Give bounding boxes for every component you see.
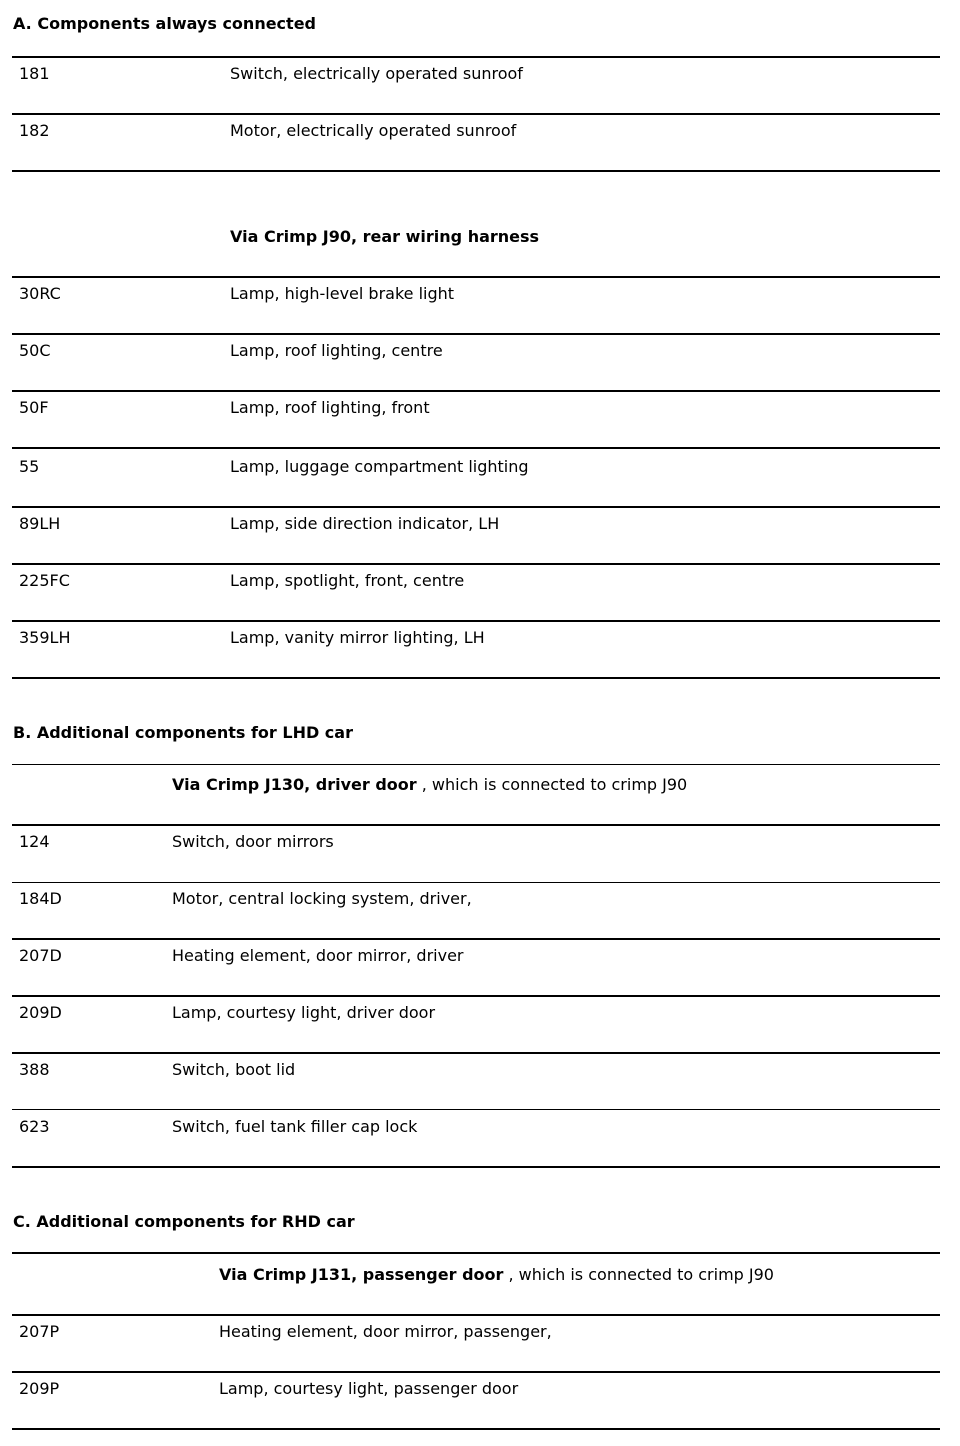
component-description: Lamp, high-level brake light [230, 284, 455, 303]
component-description: Lamp, vanity mirror lighting, LH [230, 628, 485, 647]
table-divider [12, 276, 940, 278]
component-description: Switch, door mirrors [172, 832, 334, 851]
component-code: 209D [19, 1003, 62, 1022]
table-divider [12, 1166, 940, 1168]
component-code: 359LH [19, 628, 71, 647]
table-divider [12, 1252, 940, 1254]
component-code: 30RC [19, 284, 61, 303]
table-divider [12, 563, 940, 565]
component-description: Lamp, side direction indicator, LH [230, 514, 500, 533]
table-divider [12, 995, 940, 997]
subsection-heading [219, 1265, 774, 1285]
table-divider [12, 1428, 940, 1430]
table-divider [12, 447, 940, 449]
table-divider [12, 1109, 940, 1110]
subsection-heading [172, 775, 687, 795]
component-description: Lamp, courtesy light, driver door [172, 1003, 436, 1022]
table-divider [12, 938, 940, 940]
table-divider [12, 764, 940, 765]
section-a-heading: A. Components always connected [13, 14, 316, 33]
component-description: Lamp, spotlight, front, centre [230, 571, 465, 590]
table-divider [12, 824, 940, 826]
table-divider [12, 506, 940, 508]
component-code: 124 [19, 832, 50, 851]
table-divider [12, 333, 940, 335]
section-b-heading: B. Additional components for LHD car [13, 723, 353, 742]
component-code: 207P [19, 1322, 60, 1341]
component-code: 181 [19, 64, 50, 83]
component-description: Heating element, door mirror, driver [172, 946, 464, 965]
subsection-heading-note: , which is connected to crimp J90 [416, 775, 688, 794]
component-description: Lamp, roof lighting, centre [230, 341, 443, 360]
component-code: 89LH [19, 514, 61, 533]
table-divider [12, 170, 940, 172]
subsection-heading: Via Crimp J90, rear wiring harness [230, 227, 540, 246]
component-description: Lamp, luggage compartment lighting [230, 457, 529, 476]
table-divider [12, 677, 940, 679]
component-description: Motor, electrically operated sunroof [230, 121, 517, 140]
table-divider [12, 620, 940, 622]
component-code: 207D [19, 946, 62, 965]
component-code: 209P [19, 1379, 60, 1398]
component-description: Switch, electrically operated sunroof [230, 64, 523, 83]
subsection-heading-bold: Via Crimp J131, passenger door [219, 1265, 504, 1284]
component-description: Motor, central locking system, driver, [172, 889, 472, 908]
table-divider [12, 1314, 940, 1316]
component-description: Switch, fuel tank filler cap lock [172, 1117, 418, 1136]
table-divider [12, 1052, 940, 1054]
component-description: Heating element, door mirror, passenger, [219, 1322, 552, 1341]
component-code: 184D [19, 889, 62, 908]
component-description: Lamp, roof lighting, front [230, 398, 430, 417]
table-divider [12, 113, 940, 115]
subsection-heading-bold: Via Crimp J130, driver door [172, 775, 417, 794]
component-code: 225FC [19, 571, 70, 590]
component-code: 50F [19, 398, 49, 417]
subsection-heading-note: , which is connected to crimp J90 [503, 1265, 774, 1284]
section-c-heading: C. Additional components for RHD car [13, 1212, 355, 1231]
component-code: 50C [19, 341, 51, 360]
component-description: Lamp, courtesy light, passenger door [219, 1379, 519, 1398]
component-code: 623 [19, 1117, 50, 1136]
table-divider [12, 1371, 940, 1373]
component-description: Switch, boot lid [172, 1060, 296, 1079]
table-divider [12, 390, 940, 392]
component-code: 55 [19, 457, 40, 476]
table-divider [12, 882, 940, 883]
component-code: 182 [19, 121, 50, 140]
component-code: 388 [19, 1060, 50, 1079]
table-divider [12, 56, 940, 58]
